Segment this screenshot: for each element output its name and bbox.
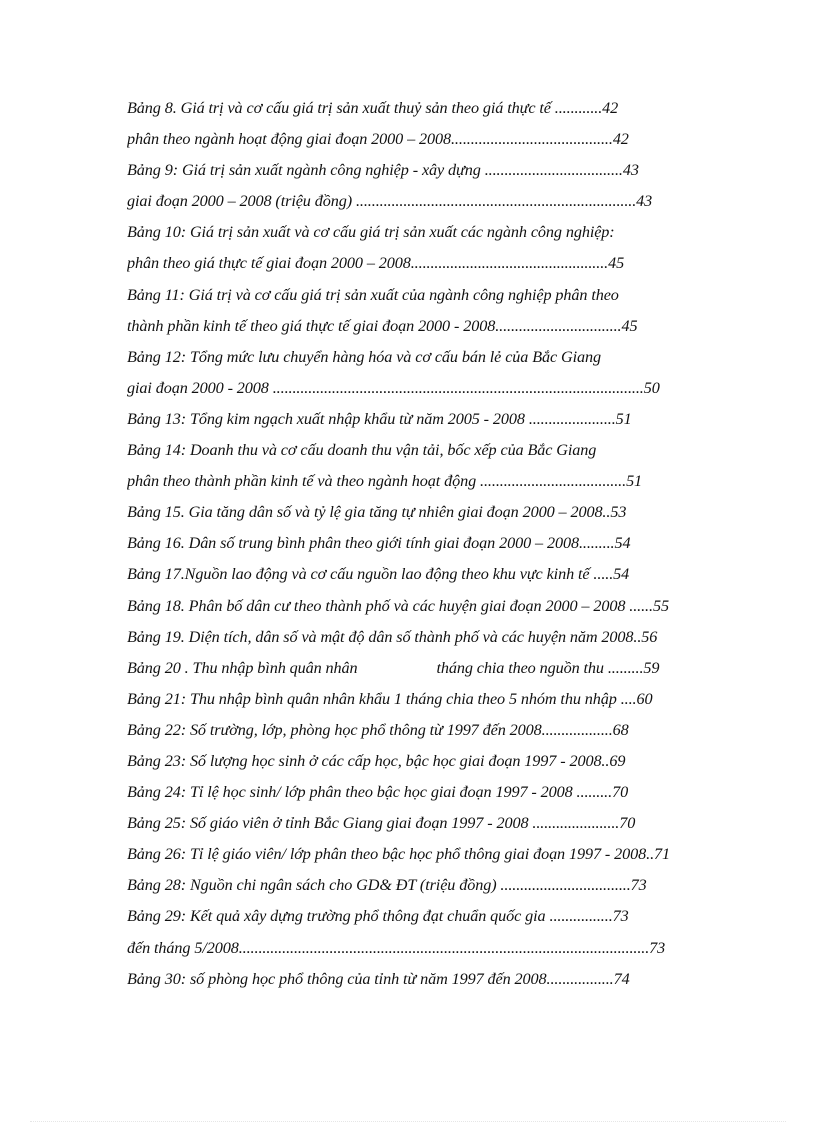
toc-entry: Bảng 17.Nguồn lao động và cơ cấu nguồn lao động theo khu vực kinh tế .....54 xyxy=(127,565,630,584)
toc-entry: Bảng 21: Thu nhập bình quân nhân khẩu 1 tháng chia theo 5 nhóm thu nhập ....60 xyxy=(127,689,653,708)
toc-entry: Bảng 29: Kết quả xây dựng trường phổ thông đạt chuẩn quốc gia ................73 xyxy=(127,907,629,926)
toc-entry: thành phần kinh tế theo giá thực tế giai đoạn 2000 - 2008................................45 xyxy=(127,316,638,335)
toc-entry: Bảng 30: số phòng học phổ thông của tỉnh từ năm 1997 đến 2008.................74 xyxy=(127,969,630,988)
table-of-contents xyxy=(127,93,729,995)
toc-entry: Bảng 16. Dân số trung bình phân theo giới tính giai đoạn 2000 – 2008.........54 xyxy=(127,534,631,553)
toc-entry: Bảng 18. Phân bố dân cư theo thành phố và các huyện giai đoạn 2000 – 2008 ......55 xyxy=(127,596,669,615)
toc-entry: Bảng 20 . Thu nhập bình quân nhân tháng chia theo nguồn thu .........59 xyxy=(127,658,660,677)
toc-entry: đến tháng 5/2008........................................................................................................73 xyxy=(127,938,666,957)
toc-entry: Bảng 12: Tổng mức lưu chuyển hàng hóa và cơ cấu bán lẻ của Bắc Giang xyxy=(127,347,601,366)
toc-entry: giai đoạn 2000 – 2008 (triệu đồng) .......................................................................43 xyxy=(127,192,653,211)
toc-entry: phân theo thành phần kinh tế và theo ngành hoạt động .....................................51 xyxy=(127,472,643,491)
toc-entry: Bảng 25: Số giáo viên ở tỉnh Bắc Giang giai đoạn 1997 - 2008 ......................70 xyxy=(127,814,636,833)
toc-entry: Bảng 11: Giá trị và cơ cấu giá trị sản xuất của ngành công nghiệp phân theo xyxy=(127,285,619,304)
toc-entry: Bảng 13: Tổng kim ngạch xuất nhập khẩu từ năm 2005 - 2008 ......................51 xyxy=(127,409,632,428)
toc-entry: giai đoạn 2000 - 2008 ..............................................................................................50 xyxy=(127,378,660,397)
toc-entry: Bảng 22: Số trường, lớp, phòng học phổ thông từ 1997 đến 2008..................68 xyxy=(127,720,629,739)
toc-entry: phân theo giá thực tế giai đoạn 2000 – 2008..................................................45 xyxy=(127,254,625,273)
toc-entry: Bảng 24: Tỉ lệ học sinh/ lớp phân theo bậc học giai đoạn 1997 - 2008 .........70 xyxy=(127,783,629,802)
toc-entry: Bảng 8. Giá trị và cơ cấu giá trị sản xuất thuỷ sản theo giá thực tế ............42 xyxy=(127,99,619,117)
toc-entry: Bảng 28: Nguồn chi ngân sách cho GD& ĐT (triệu đồng) .................................73 xyxy=(127,876,647,895)
page-bottom-divider xyxy=(30,1121,786,1122)
toc-entry: phân theo ngành hoạt động giai đoạn 2000 – 2008.........................................42 xyxy=(127,130,629,149)
toc-entry: Bảng 9: Giá trị sản xuất ngành công nghiệp - xây dựng ...................................43 xyxy=(127,161,639,180)
toc-entry: Bảng 10: Giá trị sản xuất và cơ cấu giá trị sản xuất các ngành công nghiệp: xyxy=(127,223,615,242)
toc-entry: Bảng 15. Gia tăng dân số và tỷ lệ gia tăng tự nhiên giai đoạn 2000 – 2008..53 xyxy=(127,503,627,522)
toc-entry: Bảng 26: Tỉ lệ giáo viên/ lớp phân theo bậc học phổ thông giai đoạn 1997 - 2008..71 xyxy=(127,845,671,864)
toc-entry: Bảng 14: Doanh thu và cơ cấu doanh thu vận tải, bốc xếp của Bắc Giang xyxy=(127,441,597,460)
toc-entry: Bảng 19. Diện tích, dân số và mật độ dân số thành phố và các huyện năm 2008..56 xyxy=(127,627,658,646)
toc-entry: Bảng 23: Số lượng học sinh ở các cấp học, bậc học giai đoạn 1997 - 2008..69 xyxy=(127,751,626,770)
